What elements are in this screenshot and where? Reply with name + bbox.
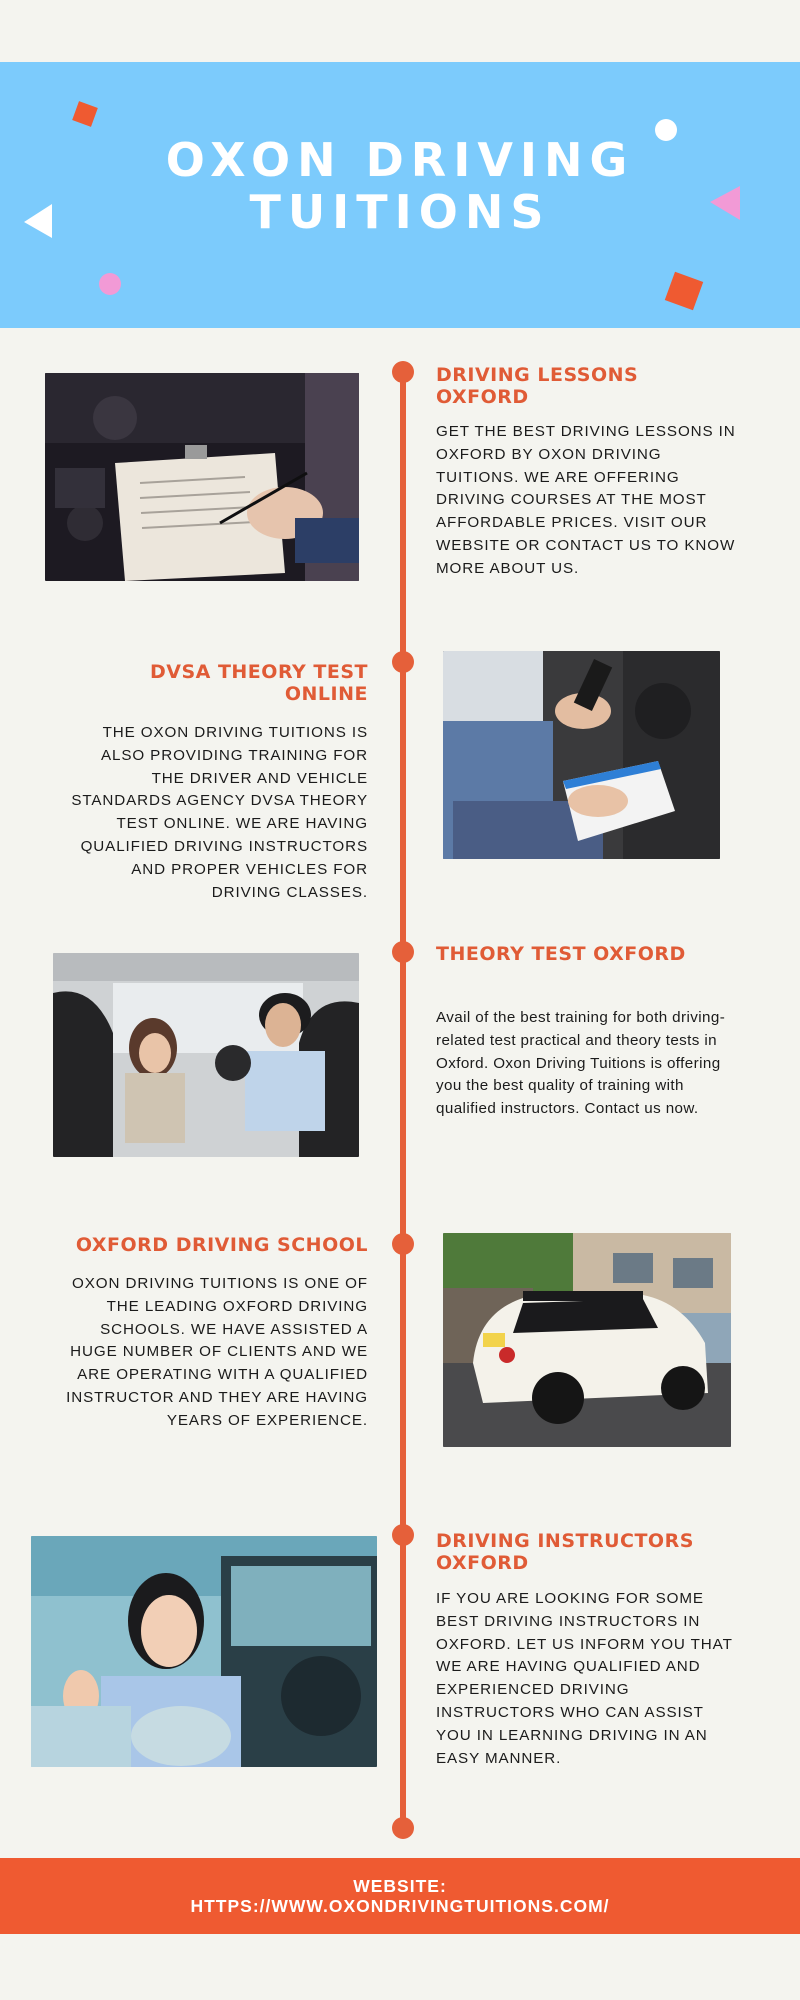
white-mini-car-photo [443,1233,731,1447]
timeline-dot [392,941,414,963]
section-body: GET THE BEST DRIVING LESSONS IN OXFORD BY OXON DRIVING TUITIONS. WE ARE OFFERING DRIVING COURSES AT THE MOST AFFORDABLE PRICES. VISIT OUR WEBSITE OR CONTACT US TO KNOW MORE ABOUT US. [436,423,736,577]
timeline-dot [392,1233,414,1255]
timeline-dot [392,1817,414,1839]
timeline-dot [392,361,414,383]
section-heading: DRIVING INSTRUCTORS OXFORD [436,1530,694,1574]
section-heading: DRIVING LESSONS OXFORD [436,364,639,408]
page-title-line-2: TUITIONS [249,185,551,239]
page-title-line-1: OXON DRIVING [165,133,635,187]
section-3-text [436,943,726,1121]
section-body: IF YOU ARE LOOKING FOR SOME BEST DRIVING INSTRUCTORS IN OXFORD. LET US INFORM YOU THAT WE ARE HAVING QUALIFIED AND EXPERIENCED DRIVING INSTRUCTORS WHO CAN ASSIST YOU IN LEARNING DRIVING IN AN EASY MANNER. [436,1590,733,1767]
section-1-text [436,364,736,581]
footer-banner [0,1858,800,1934]
pink-circle-shape [99,273,121,295]
section-body: OXON DRIVING TUITIONS IS ONE OF THE LEADING OXFORD DRIVING SCHOOLS. WE HAVE ASSISTED A HUGE NUMBER OF CLIENTS AND WE ARE OPERATING WITH A QUALIFIED INSTRUCTOR AND THEY ARE HAVING YEARS OF EXPERIENCE. [66,1275,368,1429]
section-2-text [64,661,368,904]
couple-in-car-photo [53,953,359,1157]
timeline-dot [392,1524,414,1546]
orange-square-shape-2 [665,272,703,310]
section-body: Avail of the best training for both driving-related test practical and theory tests in Oxford. Oxon Driving Tuitions is offering you the best quality of training with qualified instructors. Contact us now. [436,1009,726,1118]
section-heading: OXFORD DRIVING SCHOOL [75,1234,368,1256]
section-5-text [436,1530,736,1770]
timeline-line [400,372,406,1828]
clipboard-dashboard-photo [45,373,359,581]
instructor-clipboard-photo [443,651,720,859]
page-title [0,134,800,238]
section-heading: DVSA THEORY TEST ONLINE [149,661,368,705]
section-body: THE OXON DRIVING TUITIONS IS ALSO PROVIDING TRAINING FOR THE DRIVER AND VEHICLE STANDARDS AGENCY DVSA THEORY TEST ONLINE. WE ARE HAVING QUALIFIED DRIVING INSTRUCTORS AND PROPER VEHICLES FOR DRIVING CLASSES. [71,724,368,901]
timeline-dot [392,651,414,673]
footer-website-link[interactable]: HTTPS://WWW.OXONDRIVINGTUITIONS.COM/ [190,1896,610,1916]
footer-website-label: WEBSITE: [353,1876,447,1896]
section-4-text [64,1234,368,1433]
orange-square-shape [72,101,98,127]
section-heading: THEORY TEST OXFORD [436,943,686,965]
header-banner [0,62,800,328]
smiling-driver-thumbs-up-photo [31,1536,377,1767]
